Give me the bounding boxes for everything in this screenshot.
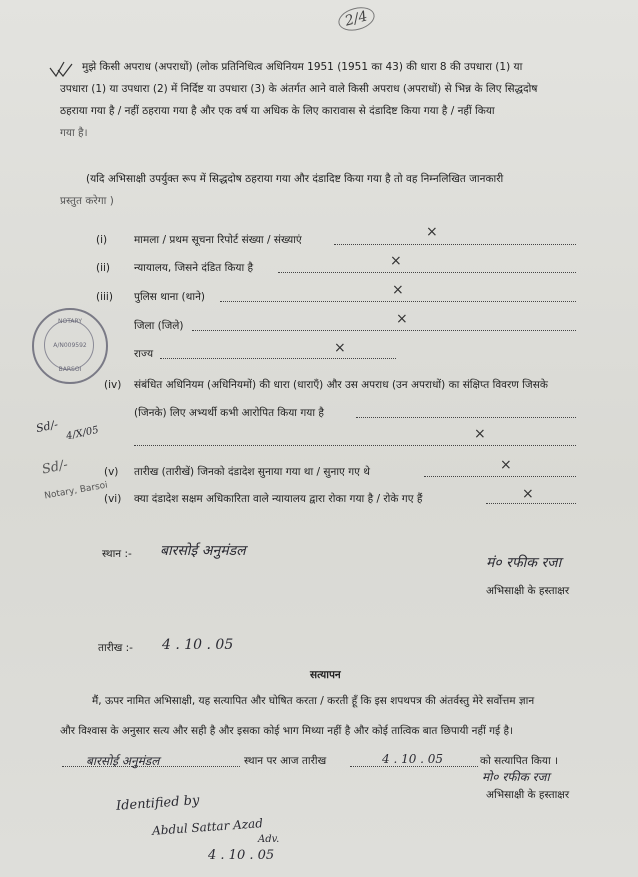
item-iv-num: (iv) [104, 379, 122, 391]
item-ii-cross: × [390, 253, 402, 269]
page-mark: 2/4 [336, 4, 377, 35]
date-label: तारीख :- [98, 642, 133, 654]
item-iv-cross: × [474, 426, 486, 442]
notary-sign-name: Sd/- [40, 457, 70, 478]
tick-marks [48, 58, 76, 80]
state-label: राज्य [134, 348, 154, 360]
notary-sign-line-1: Sd/- [34, 417, 60, 436]
item-vi-label: क्या दंडादेश सक्षम अधिकारिता वाले न्यायालय द्वारा रोका गया है / रोके गए हैं [134, 493, 423, 505]
date-value: 4 . 10 . 05 [162, 637, 234, 653]
item-iii-cross: × [392, 282, 404, 298]
verification-line-2: और विश्वास के अनुसार सत्य और सही है और इसका कोई भाग मिथ्या नहीं है और कोई तात्विक बात छिपायी नहीं गई है। [60, 725, 514, 737]
verification-line-1: मैं, ऊपर नामित अभिसाक्षी, यह सत्यापित और घोषित करता / करती हूँ कि इस शपथपत्र की अंतर्वस्तु मेरे सर्वोत्तम ज्ञान [92, 695, 535, 707]
identified-date: 4 . 10 . 05 [208, 848, 275, 863]
verify-signature: मो० रफीक रजा [482, 770, 550, 784]
notary-sign-line-2: 4/X/05 [65, 424, 100, 443]
item-vi-num: (vi) [104, 493, 122, 505]
stamp-middle-text: A/N009592 [53, 342, 87, 349]
condition-line-1: (यदि अभिसाक्षी उपर्युक्त रूप में सिद्धदोष ठहराया गया और दंडादिष्ट किया गया है तो वह निम्नलिखित जानकारी [86, 173, 504, 185]
verify-place-value: बारसोई अनुमंडल [86, 754, 160, 768]
district-line [192, 330, 576, 331]
verify-date-line [350, 766, 478, 767]
identified-line-2: Abdul Sattar Azad [151, 816, 264, 838]
intro-line-2: उपधारा (1) या उपधारा (2) में निर्दिष्ट या उपधारा (3) के अंतर्गत आने वाले किसी अपराध (अपराधों) से भिन्न के लिए सिद्धदोष [60, 83, 538, 95]
item-vi-cross: × [522, 486, 534, 502]
deponent-sign-label: अभिसाक्षी के हस्ताक्षर [486, 585, 570, 597]
item-v-line [424, 476, 576, 477]
item-ii-line [278, 272, 576, 273]
item-iv-line-b [134, 445, 576, 446]
district-cross: × [396, 311, 408, 327]
stamp-bottom-text: BARSOI [58, 366, 82, 373]
intro-line-4: गया है। [60, 127, 88, 139]
item-v-num: (v) [104, 466, 119, 478]
item-vi-line [486, 503, 576, 504]
item-iv-line-a [356, 417, 576, 418]
verify-mid-text: स्थान पर आज तारीख [244, 755, 327, 767]
item-v-label: तारीख (तारीखें) जिनको दंडादेश सुनाया गया था / सुनाए गए थे [134, 466, 370, 478]
item-ii-label: न्यायालय, जिसने दंडित किया है [134, 262, 254, 274]
verify-end-text: को सत्यापित किया । [480, 755, 558, 767]
item-v-cross: × [500, 457, 512, 473]
item-iii-line [220, 301, 576, 302]
state-cross: × [334, 340, 346, 356]
deponent-signature: मं० रफीक रजा [486, 555, 562, 571]
identified-line-1: Identified by [115, 793, 200, 814]
district-label: जिला (जिले) [134, 320, 184, 332]
item-iv-line-2: (जिनके) लिए अभ्यर्थी कभी आरोपित किया गया है [134, 407, 324, 419]
stamp-top-text: NOTARY [58, 318, 82, 325]
item-iii-num: (iii) [96, 291, 113, 303]
notary-sign-title: Notary, Barsoi [43, 480, 109, 502]
condition-line-2: प्रस्तुत करेगा ) [60, 195, 114, 207]
identified-line-3: Adv. [258, 834, 280, 845]
item-i-label: मामला / प्रथम सूचना रिपोर्ट संख्या / संख्याएं [134, 234, 302, 246]
item-i-line [334, 244, 576, 245]
verify-date-value: 4 . 10 . 05 [382, 752, 444, 766]
place-value: बारसोई अनुमंडल [160, 543, 246, 559]
intro-line-3: ठहराया गया है / नहीं ठहराया गया है और एक वर्ष या अधिक के लिए कारावास से दंडादिष्ट किया गया है / नहीं किया [60, 105, 495, 117]
verification-title: सत्यापन [310, 669, 341, 681]
item-i-cross: × [426, 224, 438, 240]
item-ii-num: (ii) [96, 262, 111, 274]
place-label: स्थान :- [102, 548, 132, 560]
item-i-num: (i) [96, 234, 108, 246]
item-iv-line-1: संबंधित अधिनियम (अधिनियमों) की धारा (धाराएँ) और उस अपराध (उन अपराधों) का संक्षिप्त विवरण जिसके [134, 379, 548, 391]
intro-line-1: मुझे किसी अपराध (अपराधों) (लोक प्रतिनिधित्व अधिनियम 1951 (1951 का 43) की धारा 8 की उपधारा (1) या [82, 61, 523, 73]
state-line [160, 358, 396, 359]
verify-sign-label: अभिसाक्षी के हस्ताक्षर [486, 789, 570, 801]
item-iii-label: पुलिस थाना (थाने) [134, 291, 206, 303]
notary-stamp [32, 308, 108, 384]
